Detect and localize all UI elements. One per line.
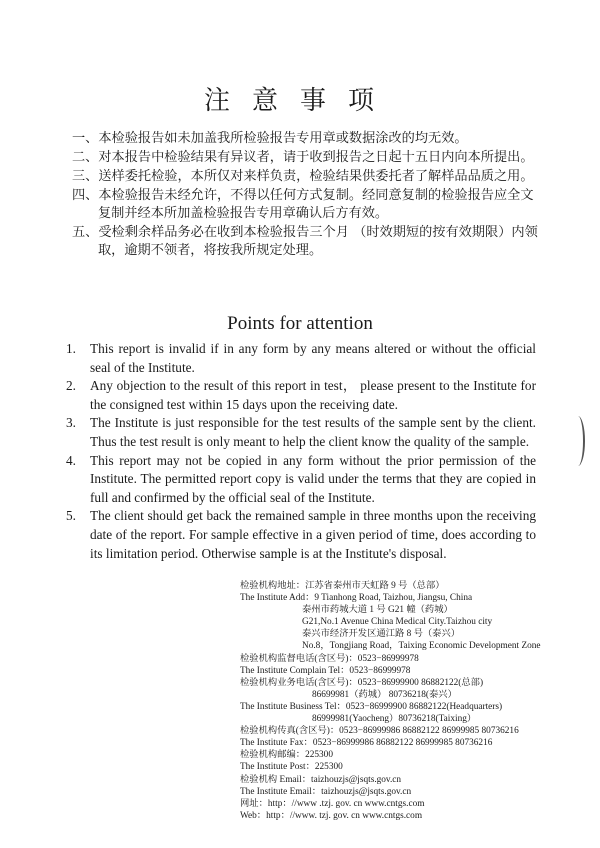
en-section-title: Points for attention (227, 313, 373, 334)
address2-en: G21,No.1 Avenue China Medical City.Taizhou city (302, 617, 493, 628)
address-en: The Institute Add：9 Tianhong Road, Taizhou, Jiangsu, China (240, 593, 473, 604)
address-cn: 检验机构地址：江苏省泰州市天虹路 9 号（总部） (240, 581, 445, 591)
en-notice-item (66, 414, 536, 451)
fax-en: The Institute Fax：0523−86999986 86882122 86999985 80736216 (240, 738, 493, 749)
cn-notice-item (72, 149, 572, 167)
cn-notice-list (72, 130, 572, 261)
en-notice-text: Any objection to the result of this report in test， please present to the Institute for the consigned test within 15 days upon the receiving date. (90, 378, 536, 412)
cn-notice-text: 三、送样委托检验，本所仅对来样负责，检验结果供委托者了解样品品质之用。 (72, 169, 534, 184)
cn-notice-item (72, 187, 572, 223)
website-cn: 网址：http：//www .tzj. gov. cn www.cntgs.com (240, 798, 425, 809)
business-tel-en-cont: 86999981(Yaocheng）80736218(Taixing） (312, 714, 477, 725)
cn-notice-text: 四、本检验报告未经允许，不得以任何方式复制。经同意复制的检验报告应全文 (72, 188, 534, 203)
cn-notice-continuation: 取，逾期不领者，将按我所规定处理。 (98, 243, 323, 258)
en-notice-number: 5. (66, 508, 76, 524)
en-notice-item (66, 377, 536, 414)
en-notice-text: The client should get back the remained sample in three months upon the receiving date of the report. For sample effective in a given period of time, does according to its limitation period. Otherwise sample is at the Institute's disposal. (90, 508, 536, 561)
en-notice-text: The Institute is just responsible for the test results of the sample sent by the client. Thus the test result is only meant to help the client know the quality of the sample. (90, 415, 536, 449)
en-notice-item (66, 507, 536, 563)
contact-info-block (240, 580, 540, 822)
cn-notice-item (72, 168, 572, 186)
en-notice-text: This report may not be copied in any form without the prior permission of the Institute. The permitted report copy is valid under the terms that they are copied in full and confirmed by the official seal of the Institute. (90, 452, 536, 505)
en-notice-text: This report is invalid if in any form by any means altered or without the official seal of the Institute. (90, 341, 536, 375)
cn-notice-text: 一、本检验报告如未加盖我所检验报告专用章或数据涂改的均无效。 (72, 131, 468, 146)
business-tel-cn-cont: 86699981（药城） 80736218(泰兴） (312, 689, 457, 700)
en-notice-number: 2. (66, 378, 76, 394)
cn-notice-text: 二、对本报告中检验结果有异议者，请于收到报告之日起十五日内向本所提出。 (72, 150, 534, 165)
address3-cn: 泰兴市经济开发区通江路 8 号（泰兴） (302, 629, 461, 640)
en-notice-item (66, 452, 536, 508)
en-notice-number: 3. (66, 415, 76, 431)
en-notice-number: 1. (66, 341, 76, 356)
business-tel-cn: 检验机构业务电话(含区号)：0523−86999900 86882122(总部) (240, 677, 484, 688)
cn-notice-item (72, 224, 572, 260)
business-tel-en: The Institute Business Tel：0523−86999900 86882122(Headquarters) (240, 701, 503, 712)
en-notice-list (66, 340, 536, 563)
scan-bracket-mark (571, 416, 585, 466)
address2-cn: 泰州市药城大道 1 号 G21 幢（药城） (302, 605, 453, 616)
en-notice-item (66, 340, 536, 377)
website-en: Web：http：//www. tzj. gov. cn www.cntgs.com (240, 810, 423, 821)
complain-tel-cn: 检验机构监督电话(含区号)：0523−86999978 (240, 653, 419, 664)
cn-notice-text: 五、受检剩余样品务必在收到本检验报告三个月 （时效期短的按有效期限）内领 (72, 225, 538, 240)
cn-notice-item (72, 130, 572, 148)
en-notice-number: 4. (66, 452, 76, 468)
cn-notice-continuation: 复制并经本所加盖检验报告专用章确认后方有效。 (98, 206, 389, 221)
post-cn: 检验机构邮编：225300 (240, 750, 333, 761)
cn-page-title: 注意事项 (203, 86, 396, 116)
fax-cn: 检验机构传真(含区号)：0523−86999986 86882122 86999985 80736216 (240, 726, 519, 737)
email-cn: 检验机构 Email：taizhouzjs@jsqts.gov.cn (240, 774, 402, 785)
post-en: The Institute Post：225300 (240, 762, 343, 773)
complain-tel-en: The Institute Complain Tel：0523−86999978 (240, 665, 411, 676)
address3-en: No.8，Tongjiang Road，Taixing Economic Development Zone (302, 641, 541, 652)
email-en: The Institute Email：taizhouzjs@jsqts.gov.cn (240, 786, 412, 797)
